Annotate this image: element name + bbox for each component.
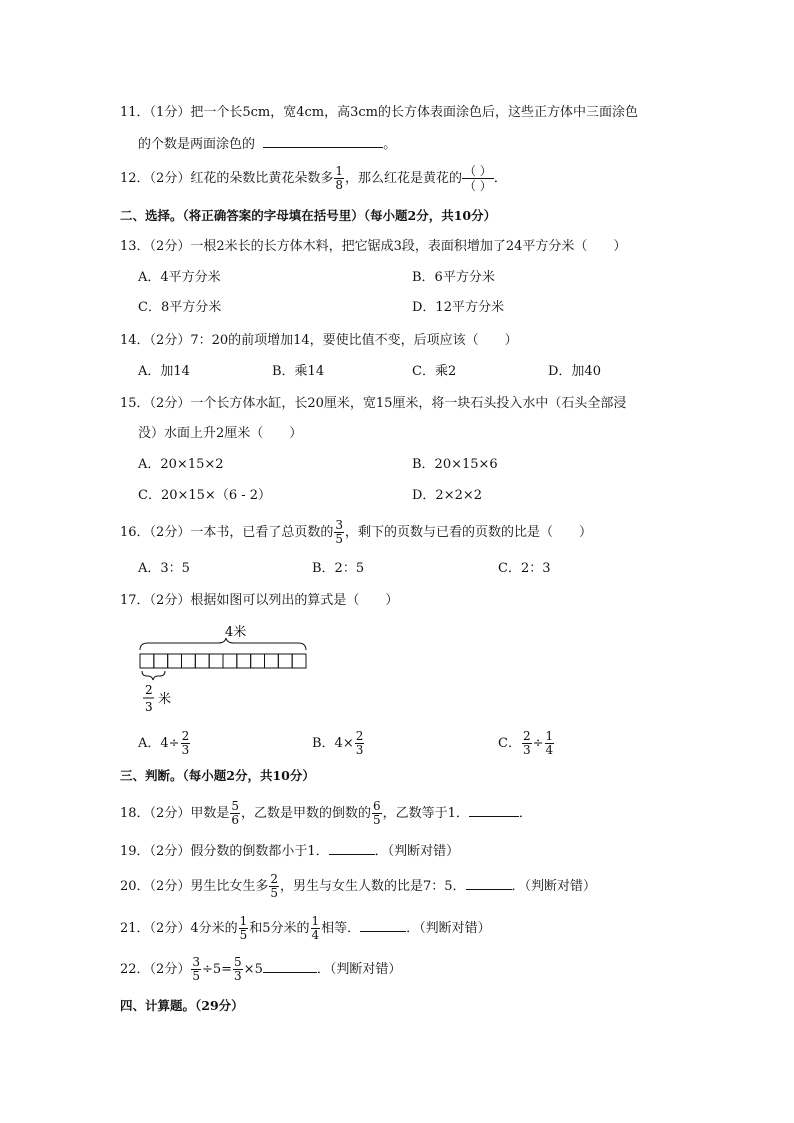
strip-cell <box>292 654 306 668</box>
answer-blank[interactable] <box>466 875 512 890</box>
strip-cell <box>140 654 154 668</box>
q17-figure <box>138 620 318 724</box>
segment-diagram <box>138 620 318 720</box>
figure-fraction-den: 3 <box>145 700 153 714</box>
q21-line: 21．（2分）4分米的 $\frac{1}{5}$ 和5分米的 $\frac{1}{4}$ 相等． ．（判断对错） <box>120 914 491 942</box>
q13-option-b[interactable]: B．6平方分米 <box>412 270 495 285</box>
q14-stem: 14．（2分）7：20的前项增加14，要使比值不变，后项应该（ ） <box>120 333 518 348</box>
q22-line: 22．（2分） $\frac{3}{5}$ ÷5= $\frac{5}{3}$ ×5 ．（判断对错） <box>120 955 402 983</box>
answer-blank[interactable] <box>263 958 317 973</box>
strip-cell <box>265 654 279 668</box>
q17-stem: 17．（2分）根据如图可以列出的算式是（ ） <box>120 593 399 608</box>
q19-line: 19．（2分）假分数的倒数都小于1． ．（判断对错） <box>120 840 459 862</box>
q15-line1: 15．（2分）一个长方体水缸，长20厘米，宽15厘米，将一块石头投入水中（石头全部浸 <box>120 396 627 411</box>
answer-fraction[interactable]: $\frac{( )}{( )}$ <box>463 164 492 193</box>
strip-cell <box>195 654 209 668</box>
q11-line1: 11．（1分）把一个长5cm，宽4cm，高3cm的长方体表面涂色后，这些正方体中三面涂色 <box>120 105 638 120</box>
strip-cell <box>168 654 182 668</box>
q11-text: 的个数是两面涂色的 <box>138 137 256 152</box>
strip-cell <box>223 654 237 668</box>
answer-blank[interactable] <box>360 917 406 932</box>
q16-option-a[interactable]: A．3：5 <box>138 561 190 576</box>
q12-line: 12．（2分）红花的朵数比黄花朵数多 $\frac{1}{8}$ ，那么红花是黄花的 $\frac{( )}{( )}$ ． <box>120 164 507 193</box>
q13-option-a[interactable]: A．4平方分米 <box>138 270 221 285</box>
fraction: $\frac{1}{8}$ <box>335 164 343 192</box>
q17-option-c[interactable]: C． $\frac{2}{3}$ ÷ $\frac{1}{4}$ <box>498 729 554 757</box>
q13-option-c[interactable]: C．8平方分米 <box>138 300 222 315</box>
figure-fraction-num: 2 <box>145 683 153 697</box>
q17-option-a[interactable]: A．4÷ $\frac{2}{3}$ <box>138 729 190 757</box>
q15-option-b[interactable]: B．20×15×6 <box>412 457 498 472</box>
q15-option-c[interactable]: C．20×15×（6 - 2） <box>138 488 272 503</box>
q16-stem: 16．（2分）一本书，已看了总页数的 $\frac{3}{5}$ ，剩下的页数与已看的页数的比是（ ） <box>120 518 592 546</box>
q15-line2: 没）水面上升2厘米（ ） <box>138 426 303 441</box>
bottom-brace <box>142 671 165 680</box>
q11-line2: 的个数是两面涂色的 。 <box>138 133 396 155</box>
q16-option-b[interactable]: B．2：5 <box>312 561 365 576</box>
top-brace <box>140 638 306 650</box>
strip-cell <box>209 654 223 668</box>
strip-cell <box>251 654 265 668</box>
answer-blank[interactable] <box>469 802 519 817</box>
q14-option-a[interactable]: A．加14 <box>138 364 190 379</box>
section-2-title: 二、选择。（将正确答案的字母填在括号里）（每小题2分，共10分） <box>120 208 497 223</box>
answer-blank[interactable] <box>263 133 383 148</box>
q14-option-b[interactable]: B．乘14 <box>272 364 325 379</box>
q13-stem: 13．（2分）一根2米长的长方体木料，把它锯成3段，表面积增加了24平方分米（ ） <box>120 239 627 254</box>
q15-option-d[interactable]: D．2×2×2 <box>412 488 483 503</box>
q16-option-c[interactable]: C．2：3 <box>498 561 551 576</box>
figure-top-label: 4米 <box>225 625 247 640</box>
q20-line: 20．（2分）男生比女生多 $\frac{2}{5}$ ，男生与女生人数的比是7：5． ．（判断对错） <box>120 872 597 900</box>
strip-cell <box>154 654 168 668</box>
fraction: $\frac{3}{5}$ <box>335 518 343 546</box>
strip-cell <box>237 654 251 668</box>
strip-cell <box>182 654 196 668</box>
q14-option-d[interactable]: D．加40 <box>548 364 601 379</box>
q13-option-d[interactable]: D．12平方分米 <box>412 300 504 315</box>
cell-strip <box>140 654 306 668</box>
q14-option-c[interactable]: C．乘2 <box>412 364 457 379</box>
section-4-title: 四、计算题。（29分） <box>120 998 244 1013</box>
answer-blank[interactable] <box>329 840 375 855</box>
q18-line: 18．（2分）甲数是 $\frac{5}{6}$ ，乙数是甲数的倒数的 $\frac{6}{5}$ ，乙数等于1． ． <box>120 799 532 827</box>
q15-option-a[interactable]: A．20×15×2 <box>138 457 224 472</box>
q17-option-b[interactable]: B．4× $\frac{2}{3}$ <box>312 729 364 757</box>
section-3-title: 三、判断。（每小题2分，共10分） <box>120 768 315 783</box>
strip-cell <box>278 654 292 668</box>
figure-unit: 米 <box>158 692 172 707</box>
